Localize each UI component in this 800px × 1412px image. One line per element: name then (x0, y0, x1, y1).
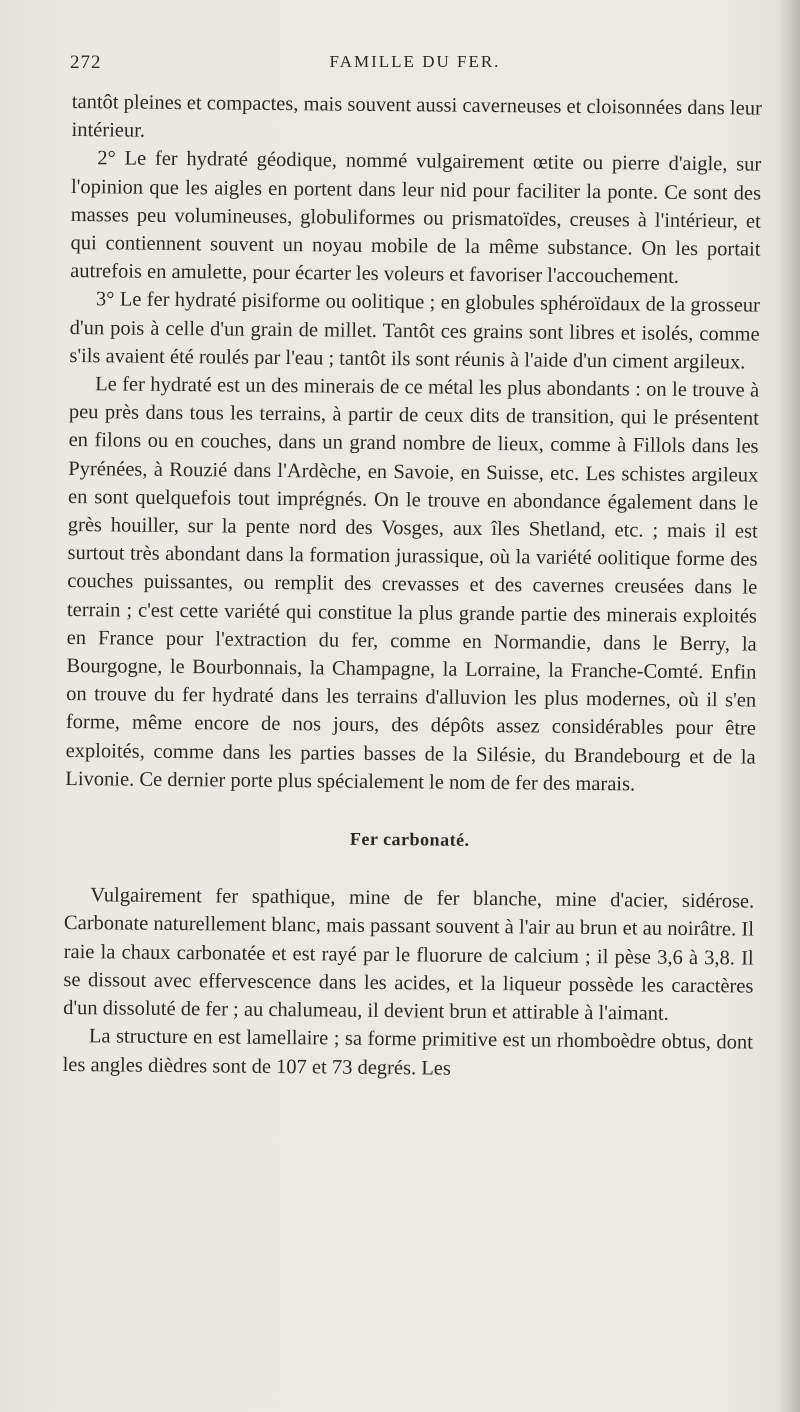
section-title: Fer carbonaté. (349, 828, 470, 850)
paragraph-6: La structure en est lamellaire ; sa forme primitive est un rhomboèdre obtus, dont les angles dièdres sont de 107 et 73 degrés. Les (62, 1025, 753, 1080)
page-number: 272 (70, 52, 102, 73)
paragraph-2: 2° Le fer hydraté géodique, nommé vulgairement œtite ou pierre d'aigle, sur l'opinion que les aigles en portent dans leur nid pour faciliter la ponte. Ce sont des masses peu volumineuses, globuliformes ou prismatoïdes, creuses à l'intérieur, et qui contiennent souvent un noyau mobile de la même substance. On les portait autrefois en amulette, pour écarter les voleurs et favoriser l'accouchement. (70, 147, 762, 289)
page-gutter-shadow (778, 0, 800, 1412)
paragraph-1: tantôt pleines et compactes, mais souvent aussi caverneuses et cloisonnées dans leur intérieur. (71, 90, 762, 142)
paragraph-3: 3° Le fer hydraté pisiforme ou oolitique ; en globules sphéroïdaux de la grosseur d'un pois à celle d'un grain de millet. Tantôt ces grains sont libres et isolés, comme s'ils avaient été roulés par l'eau ; tantôt ils sont réunis à l'aide d'un ciment argileux. (69, 288, 761, 374)
page-text (62, 88, 761, 1085)
paragraph-5: Vulgairement fer spathique, mine de fer blanche, mine d'acier, sidérose. Carbonate naturellement blanc, mais passant souvent à l'air au brun et au noirâtre. Il raie la chaux carbonatée et est rayé par le fluorure de calcium ; il pèse 3,6 à 3,8. Il se dissout avec effervescence dans les acides, et la liqueur possède les caractères d'un dissoluté de fer ; au chalumeau, il devient brun et attirable à l'aimant. (63, 884, 755, 1025)
paragraph-4: Le fer hydraté est un des minerais de ce métal les plus abondants : on le trouve à peu près dans tous les terrains, à partir de ceux dits de transition, qui le présentent en filons ou en couches, dans un grand nombre de lieux, comme à Fillols dans les Pyrénées, à Rouzié dans l'Ardèche, en Savoie, en Suisse, etc. Les schistes argileux en sont quelquefois tout imprégnés. On le trouve en abondance également dans le grès houiller, sur la pente nord des Vosges, aux îles Shetland, etc. ; mais il est surtout très abondant dans la formation jurassique, où la variété oolitique forme des couches puissantes, ou remplit des crevasses et des cavernes creusées dans le terrain ; c'est cette variété qui constitue la plus grande partie des minerais exploités en France pour l'extraction du fer, comme en Normandie, dans le Berry, la Bourgogne, le Bourbonnais, la Champagne, la Lorraine, la Franche-Comté. Enfin on trouve du fer hydraté dans les terrains d'alluvion les plus modernes, où il s'en forme, même encore de nos jours, des dépôts assez considérables pour être exploités, comme dans les parties basses de la Silésie, du Brandebourg et de la Livonie. Ce dernier porte plus spécialement le nom de fer des marais. (65, 373, 760, 796)
page-header (70, 52, 760, 80)
running-title: FAMILLE DU FER. (329, 52, 501, 71)
